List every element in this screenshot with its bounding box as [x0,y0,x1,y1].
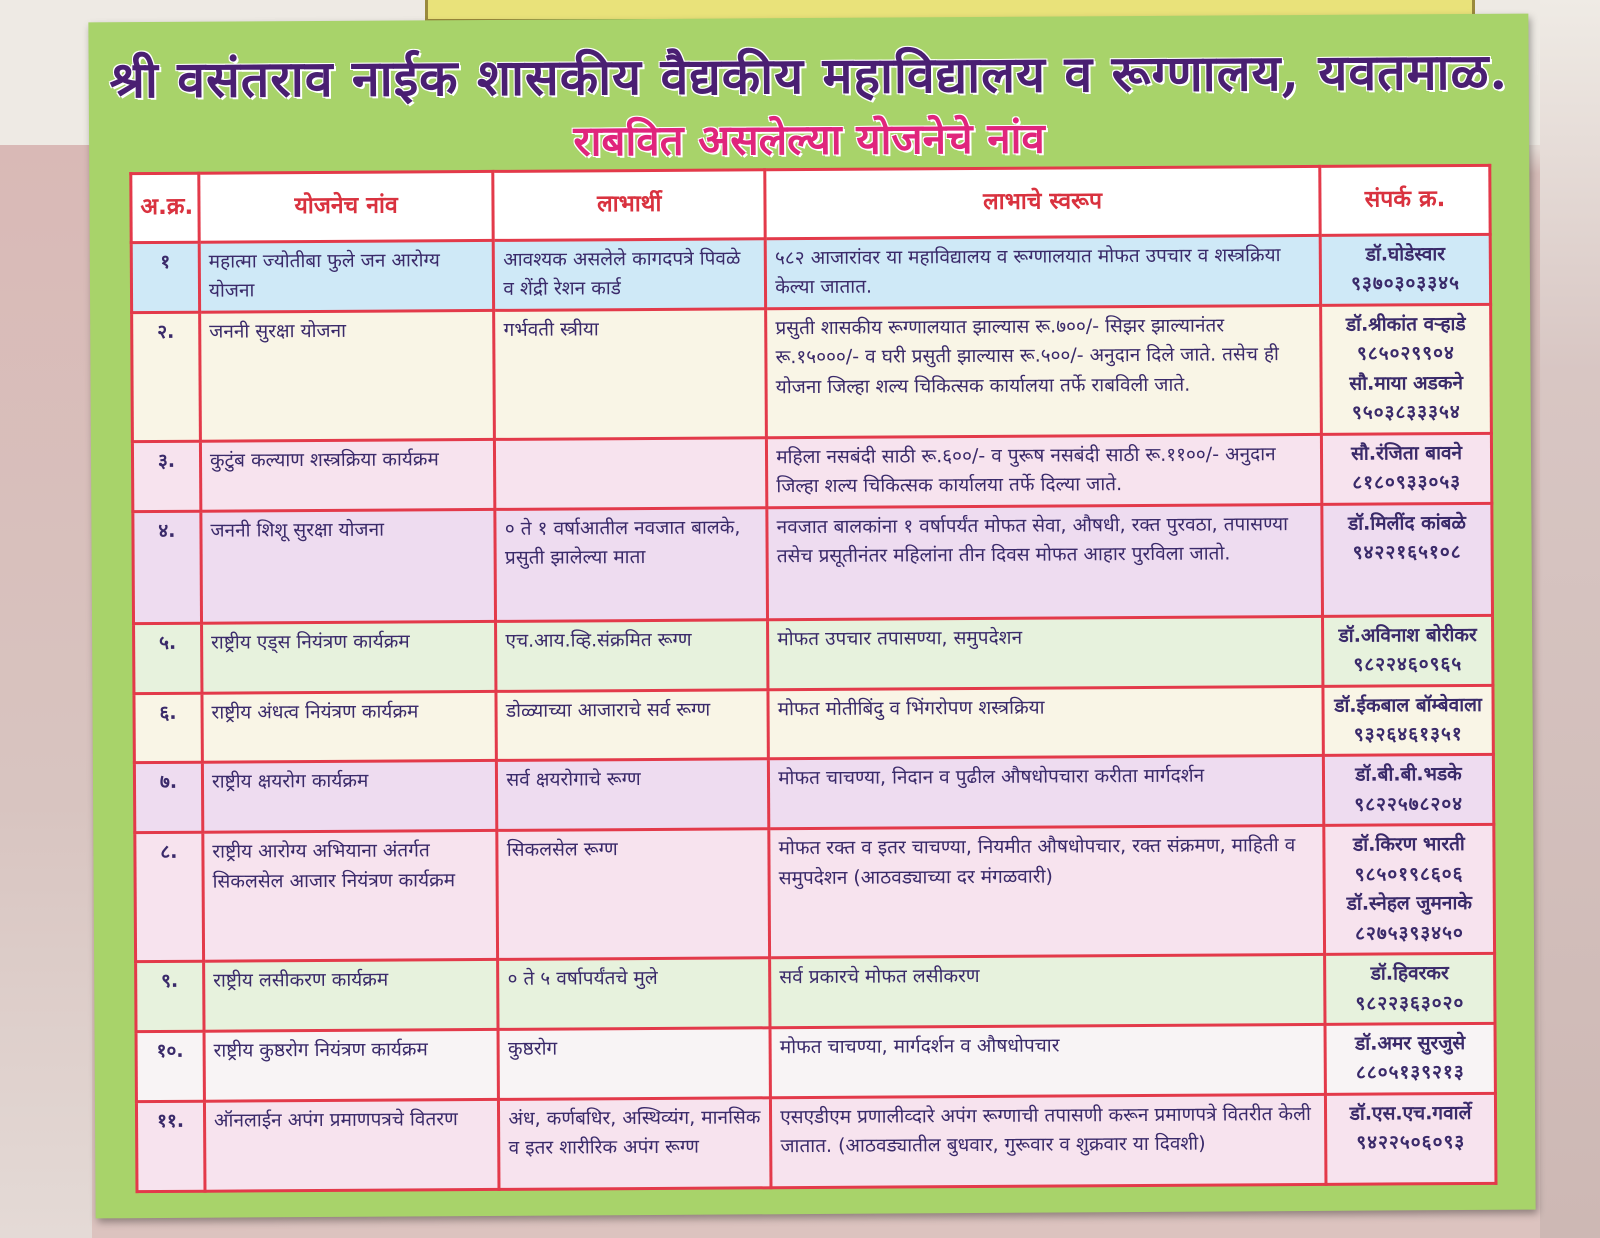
contact-phone: ९३७०३०३३४५ [1351,272,1461,296]
row-contact [1323,615,1493,686]
row-serial-no: ७. [134,763,202,833]
row-contact [1321,304,1492,434]
contact-phone: ९५०३८३३३५४ [1351,401,1461,425]
table-row [131,234,1490,312]
contact-phone: ८८०५१३९२१३ [1355,1061,1465,1085]
row-contact [1321,433,1491,504]
row-contact [1324,825,1495,955]
row-benefit-nature: नवजात बालकांना १ वर्षापर्यंत मोफत सेवा, औषधी, रक्त पुरवठा, तपासण्या तसेच प्रसूतीनंतर महिलांना तीन दिवस मोफत आहार पुरविला जातो. [767,504,1323,619]
row-benefit-nature: महिला नसबंदी साठी रू.६००/- व पुरूष नसबंदी साठी रू.११००/- अनुदान जिल्हा शल्य चिकित्सक कार्यालया तर्फे दिल्या जाते. [767,434,1322,507]
board-title: श्री वसंतराव नाईक शासकीय वैद्यकीय महाविद्यालय व रूग्णालय, यवतमाळ. [109,41,1509,110]
table-header-row [131,165,1490,242]
row-benefit-nature: ५८२ आजारांवर या महाविद्यालय व रूग्णालयात मोफत उपचार व शस्त्रक्रिया केल्या जातात. [765,235,1320,308]
row-beneficiary [495,438,767,510]
row-scheme-name: राष्ट्रीय आरोग्य अभियाना अंतर्गत सिकलसेल आजार नियंत्रण कार्यक्रम [203,831,498,962]
row-beneficiary: आवश्यक असलेले कागदपत्रे पिवळे व शेंद्री रेशन कार्ड [494,239,766,311]
contact-name: डॉ.अमर सुरजुसे [1355,1032,1466,1055]
contact-phone: ८२७५३९३४५० [1355,921,1464,945]
row-beneficiary: ० ते ५ वर्षापर्यंतचे मुले [498,958,770,1030]
row-benefit-nature: प्रसुती शासकीय रूग्णालयात झाल्यास रू.७००/- सिझर झाल्यानंतर रू.१५०००/- व घरी प्रसुती झाल्यास रू.५००/- अनुदान दिले जाते. तसेच ही योजना जिल्हा शल्य चिकित्सक कार्यालया तर्फे राबविली जाते. [766,305,1322,437]
row-scheme-name: ऑनलाईन अपंग प्रमाणपत्रचे वितरण [204,1099,499,1191]
row-serial-no: १ [131,242,199,312]
row-serial-no: ४. [133,511,202,623]
contact-name: डॉ.बी.बी.भडके [1355,763,1462,787]
contact-phone: ९३२६४६१३५१ [1353,722,1463,746]
row-beneficiary: एच.आय.व्हि.संक्रमित रूग्ण [496,619,768,691]
contact-name: डॉ.घोडेस्वार [1365,243,1446,266]
row-contact [1325,953,1495,1024]
row-beneficiary: कुष्ठरोग [498,1028,770,1100]
row-scheme-name: राष्ट्रीय लसीकरण कार्यक्रम [204,960,499,1032]
row-scheme-name: महात्मा ज्योतीबा फुले जन आरोग्य योजना [199,240,494,312]
row-beneficiary: डोळ्याच्या आजाराचे सर्व रूग्ण [496,689,768,761]
row-contact [1322,503,1493,616]
contact-name: सौ.रंजिता बावने [1350,441,1463,465]
row-serial-no: ८. [135,833,204,962]
header-beneficiary: लाभार्थी [493,170,765,241]
row-scheme-name: जननी शिशू सुरक्षा योजना [201,509,496,623]
row-scheme-name: राष्ट्रीय क्षयरोग कार्यक्रम [202,761,497,833]
contact-name: सौ.माया अडकने [1349,371,1464,395]
row-beneficiary: ० ते १ वर्षाआतील नवजात बालके, प्रसुती झालेल्या माता [495,507,767,621]
contact-phone: ९४२२१६५१०८ [1352,541,1462,564]
table-row [133,503,1493,623]
contact-name: डॉ.अविनाश बोरीकर [1338,623,1477,647]
table-row [135,825,1495,962]
row-scheme-name: राष्ट्रीय कुष्ठरोग नियंत्रण कार्यक्रम [204,1029,499,1101]
contact-phone: ८१८०९३३०५३ [1352,471,1462,494]
contact-name: डॉ.हिवरकर [1370,962,1449,985]
row-scheme-name: राष्ट्रीय एड्स नियंत्रण कार्यक्रम [201,621,496,693]
row-serial-no: ३. [132,441,200,511]
row-benefit-nature: मोफत मोतीबिंदु व भिंगरोपण शस्त्रक्रिया [768,686,1323,759]
header-contact: संपर्क क्र. [1320,165,1490,235]
row-serial-no: ५. [134,623,202,693]
contact-phone: ९४२२५०६०९३ [1356,1131,1466,1154]
row-serial-no: २. [132,312,201,441]
row-scheme-name: कुटुंब कल्याण शस्त्रक्रिया कार्यक्रम [200,439,495,511]
row-benefit-nature: मोफत रक्त व इतर चाचण्या, नियमीत औषधोपचार, रक्त संक्रमण, माहिती व समुपदेशन (आठवड्याच्या दर मंगळवारी) [769,826,1325,958]
row-beneficiary: अंध, कर्णबधिर, अस्थिव्यंग, मानसिक व इतर शारीरिक अपंग रूग्ण [499,1098,771,1190]
row-beneficiary: गर्भवती स्त्रीया [494,309,767,439]
row-benefit-nature: मोफत चाचण्या, मार्गदर्शन व औषधोपचार [770,1024,1325,1097]
header-serial-no: अ.क्र. [131,173,199,242]
row-scheme-name: जननी सुरक्षा योजना [200,310,495,441]
row-scheme-name: राष्ट्रीय अंधत्व नियंत्रण कार्यक्रम [202,691,497,763]
header-scheme-name: योजनेच नांव [199,171,494,242]
row-contact [1323,685,1493,756]
table-row [132,304,1492,441]
row-benefit-nature: एसएडीएम प्रणालीव्दारे अपंग रूग्णाची तपासणी करून प्रमाणपत्रे वितरीत केली जातात. (आठवड्यातील बुधवार, गुरूवार व शुक्रवार या दिवशी) [771,1094,1326,1187]
row-serial-no: १०. [136,1031,204,1101]
contact-name: डॉ.श्रीकांत वऱ्हाडे [1345,313,1466,336]
row-contact [1325,1023,1495,1094]
row-benefit-nature: मोफत चाचण्या, निदान व पुढील औषधोपचारा करीता मार्गदर्शन [769,756,1324,829]
row-contact [1323,755,1493,826]
contact-name: डॉ.मिलींद कांबळे [1347,511,1467,535]
board-subtitle: राबवित असलेल्या योजनेचे नांव [573,113,1045,166]
contact-phone: ९८२२३६३०२० [1355,991,1465,1015]
table-row [136,1093,1496,1191]
row-benefit-nature: मोफत उपचार तपासण्या, समुपदेशन [768,616,1323,689]
row-serial-no: ६. [134,693,202,763]
row-contact [1320,234,1490,305]
row-beneficiary: सिकलसेल रूग्ण [497,829,770,959]
notice-board [88,14,1535,1219]
wall-tiles [0,145,92,1238]
wall-right [1540,0,1600,1238]
row-contact [1326,1093,1496,1184]
schemes-table [129,164,1497,1193]
contact-name: डॉ.स्नेहल जुमनाके [1346,892,1472,915]
contact-phone: ९८२२५७८२०४ [1354,792,1464,816]
contact-name: डॉ.ईकबाल बॉम्बेवाला [1334,693,1482,717]
row-beneficiary: सर्व क्षयरोगाचे रूग्ण [497,759,769,831]
table-row [132,433,1491,511]
row-benefit-nature: सर्व प्रकारचे मोफत लसीकरण [770,954,1325,1027]
row-serial-no: ९. [136,961,204,1031]
table-row [136,1023,1495,1101]
contact-phone: ९८५०२९९०४ [1356,342,1455,366]
table-row [134,685,1493,763]
header-benefit-nature: लाभाचे स्वरूप [765,166,1320,238]
contact-phone: ९८५०१९८६०६ [1354,862,1464,886]
contact-name: डॉ.किरण भारती [1353,833,1465,857]
row-serial-no: ११. [136,1101,204,1191]
contact-phone: ९८२२४६०९६५ [1353,653,1463,676]
table-row [134,615,1493,693]
table-row [134,755,1493,833]
contact-name: डॉ.एस.एच.गवार्ले [1349,1101,1472,1125]
table-row [136,953,1495,1031]
